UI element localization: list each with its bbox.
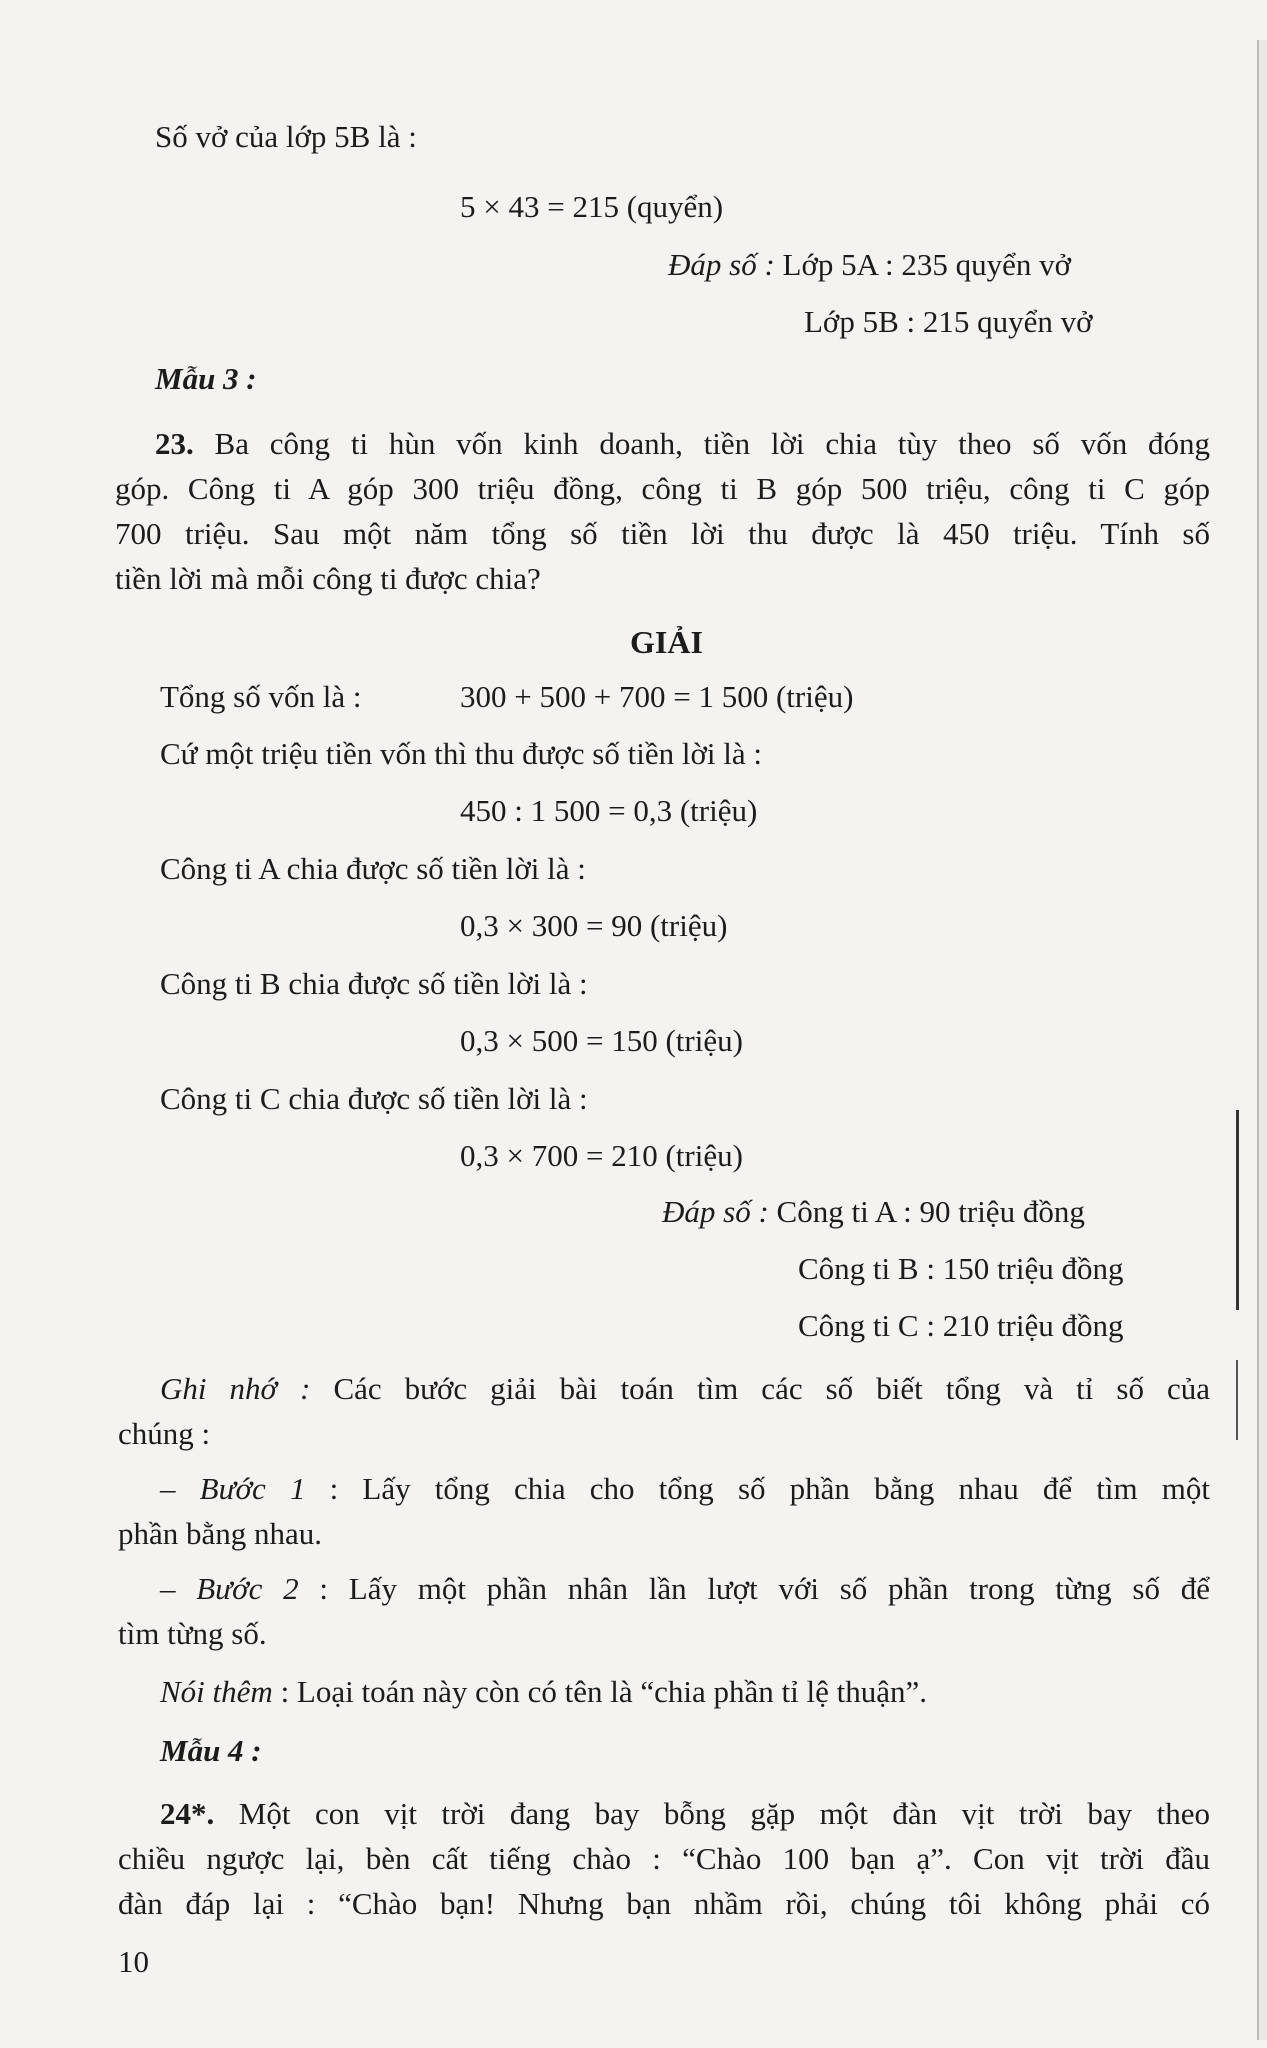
answer-line bbox=[662, 1193, 1085, 1231]
note-line bbox=[160, 1370, 1210, 1408]
problem-line: chiều ngược lại, bèn cất tiếng chào : “Chào 100 bạn ạ”. Con vịt trời đầu bbox=[118, 1841, 1210, 1876]
problem-text: Ba công ti hùn vốn kinh doanh, tiền lời chia tùy theo số vốn đóng bbox=[193, 426, 1210, 461]
section-heading: Mẫu 3 : bbox=[155, 361, 257, 396]
answer-label: Đáp số : bbox=[662, 1194, 769, 1229]
answer-line: Lớp 5B : 215 quyển vở bbox=[804, 304, 1093, 339]
page-edge-mark bbox=[1236, 1110, 1239, 1310]
solution-line: Công ti C chia được số tiền lời là : bbox=[160, 1081, 588, 1116]
solution-label: Tổng số vốn là : bbox=[160, 679, 362, 714]
step-line: tìm từng số. bbox=[118, 1616, 267, 1651]
solution-line: Công ti B chia được số tiền lời là : bbox=[160, 966, 588, 1001]
step-line: phần bằng nhau. bbox=[118, 1516, 323, 1551]
answer-value: Công ti A : 90 triệu đồng bbox=[776, 1194, 1085, 1229]
step-line bbox=[160, 1470, 1210, 1508]
answer-label: Đáp số : bbox=[668, 247, 775, 282]
answer-value: Lớp 5A : 235 quyển vở bbox=[782, 247, 1072, 282]
problem-number: 24*. bbox=[160, 1796, 215, 1831]
problem-line: tiền lời mà mỗi công ti được chia? bbox=[115, 561, 541, 596]
note-label: Nói thêm bbox=[160, 1674, 273, 1709]
problem-line bbox=[160, 1795, 1210, 1833]
section-heading: Mẫu 4 : bbox=[160, 1733, 262, 1768]
problem-number: 23. bbox=[155, 426, 194, 461]
answer-line bbox=[668, 246, 1071, 284]
page-number: 10 bbox=[118, 1944, 149, 1979]
problem-line bbox=[155, 425, 1210, 463]
step-dash: – bbox=[160, 1471, 200, 1506]
equation-line: 0,3 × 700 = 210 (triệu) bbox=[460, 1138, 743, 1173]
note-label: Ghi nhớ : bbox=[160, 1371, 311, 1406]
equation-line: 0,3 × 300 = 90 (triệu) bbox=[460, 908, 728, 943]
equation-line: 300 + 500 + 700 = 1 500 (triệu) bbox=[460, 679, 854, 714]
note-text: Các bước giải bài toán tìm các số biết tổng và tỉ số của bbox=[310, 1371, 1210, 1406]
book-spine-shadow bbox=[1257, 40, 1267, 2040]
step-label: Bước 1 bbox=[199, 1471, 306, 1506]
problem-line: góp. Công ti A góp 300 triệu đồng, công ti B góp 500 triệu, công ti C góp bbox=[115, 471, 1210, 506]
note-text: : Loại toán này còn có tên là “chia phần tỉ lệ thuận”. bbox=[272, 1674, 928, 1709]
equation-line: 5 × 43 = 215 (quyển) bbox=[460, 189, 724, 224]
solution-line bbox=[160, 678, 362, 716]
solution-heading: GIẢI bbox=[630, 624, 703, 660]
text-line: Số vở của lớp 5B là : bbox=[155, 119, 417, 154]
note-line bbox=[160, 1673, 927, 1711]
step-text: : Lấy tổng chia cho tổng số phần bằng nhau để tìm một bbox=[305, 1471, 1211, 1506]
step-text: : Lấy một phần nhân lần lượt với số phần trong từng số để bbox=[298, 1571, 1210, 1606]
step-label: Bước 2 bbox=[196, 1571, 299, 1606]
step-dash: – bbox=[160, 1571, 197, 1606]
problem-line: 700 triệu. Sau một năm tổng số tiền lời thu được là 450 triệu. Tính số bbox=[115, 516, 1210, 551]
page-edge-mark-lower bbox=[1236, 1360, 1238, 1440]
step-line bbox=[160, 1570, 1210, 1608]
solution-line: Cứ một triệu tiền vốn thì thu được số tiền lời là : bbox=[160, 736, 762, 771]
equation-line: 0,3 × 500 = 150 (triệu) bbox=[460, 1023, 743, 1058]
answer-line: Công ti B : 150 triệu đồng bbox=[798, 1251, 1124, 1286]
problem-text: Một con vịt trời đang bay bỗng gặp một đàn vịt trời bay theo bbox=[214, 1796, 1210, 1831]
solution-line: Công ti A chia được số tiền lời là : bbox=[160, 851, 586, 886]
problem-line: đàn đáp lại : “Chào bạn! Nhưng bạn nhầm rồi, chúng tôi không phải có bbox=[118, 1886, 1210, 1921]
answer-line: Công ti C : 210 triệu đồng bbox=[798, 1308, 1124, 1343]
note-line: chúng : bbox=[118, 1416, 211, 1451]
equation-line: 450 : 1 500 = 0,3 (triệu) bbox=[460, 793, 758, 828]
